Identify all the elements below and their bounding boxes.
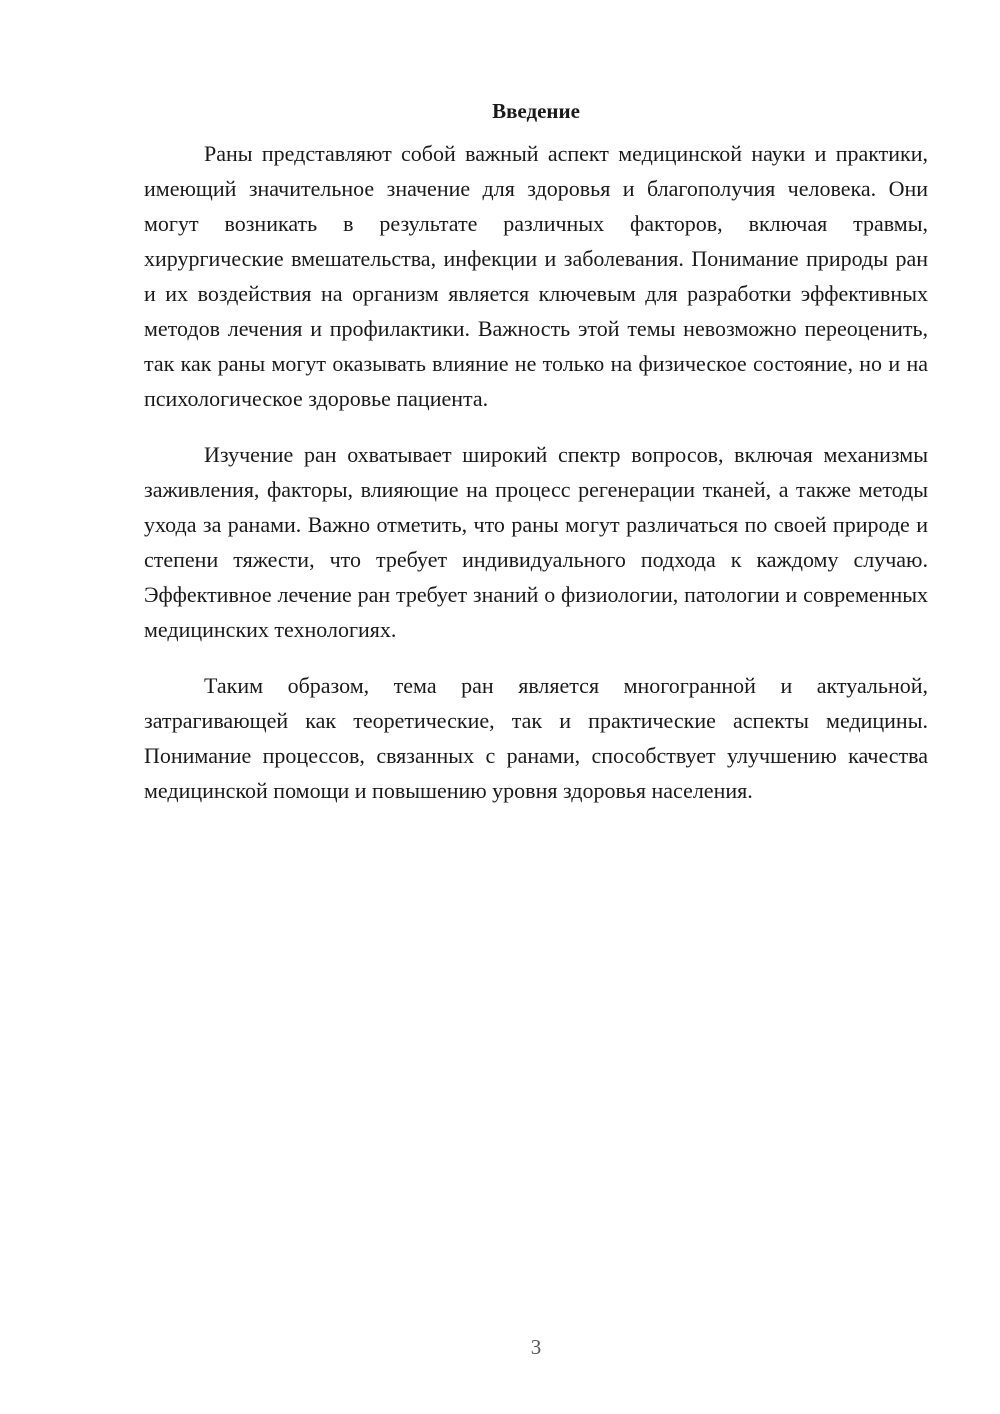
page-number: 3 [530,1335,542,1359]
section-heading: Введение [492,99,580,123]
page-content [144,96,928,808]
paragraph-1: Раны представляют собой важный аспект медицинской науки и практики, имеющий значительное значение для здоровья и благополучия человека. Они могут возникать в результате различных факторов, включая травмы, хирургические вмешательства, инфекции и заболевания. Понимание природы ран и их воздействия на организм является ключевым для разработки эффективных методов лечения и профилактики. Важность этой темы невозможно переоценить, так как раны могут оказывать влияние не только на физическое состояние, но и на психологическое здоровье пациента. [144,141,928,411]
paragraph-3: Таким образом, тема ран является многогранной и актуальной, затрагивающей как теоретические, так и практические аспекты медицины. Понимание процессов, связанных с ранами, способствует улучшению качества медицинской помощи и повышению уровня здоровья населения. [144,673,928,803]
paragraph-2: Изучение ран охватывает широкий спектр вопросов, включая механизмы заживления, факторы, влияющие на процесс регенерации тканей, а также методы ухода за ранами. Важно отметить, что раны могут различаться по своей природе и степени тяжести, что требует индивидуального подхода к каждому случаю. Эффективное лечение ран требует знаний о физиологии, патологии и современных медицинских технологиях. [144,442,928,642]
